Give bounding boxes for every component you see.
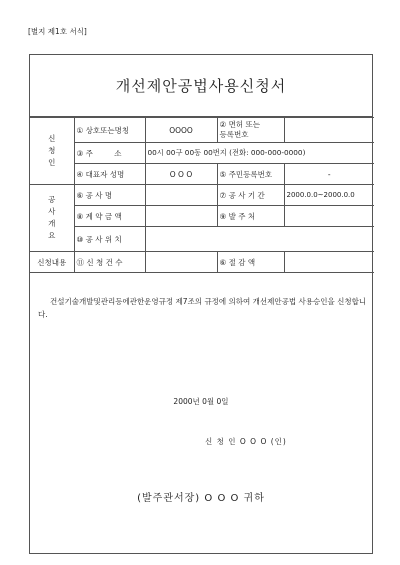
field-value: O O O	[145, 164, 217, 185]
field-label: ⑧ 계 약 금 액	[74, 206, 145, 227]
application-date: 2000년 0월 0일	[173, 397, 229, 406]
field-label: ⑥ 절 감 액	[217, 252, 284, 273]
field-label: ③ 주 소	[74, 143, 145, 164]
applicant-signature-line: 신 청 인 O O O (인)	[205, 437, 287, 446]
field-value	[284, 118, 374, 143]
table-row	[30, 227, 374, 252]
addressee-line: (발주관서장) O O O 귀하	[137, 493, 265, 504]
table-row	[30, 164, 374, 185]
field-label: ⑦ 공 사 기 간	[217, 185, 284, 206]
field-label: ⑨ 발 주 처	[217, 206, 284, 227]
form-reference: [별지 제1호 서식]	[28, 27, 87, 36]
field-value: OOOO	[145, 118, 217, 143]
group-label-request: 신청내용	[30, 252, 74, 273]
table-row	[30, 185, 374, 206]
group-label-applicant: 신청인	[30, 118, 74, 185]
field-label: ⑥ 공 사 명	[74, 185, 145, 206]
table-row	[30, 206, 374, 227]
field-label: ⑩ 공 사 위 치	[74, 227, 145, 252]
field-value	[145, 185, 217, 206]
form-title: 개선제안공법사용신청서	[30, 55, 372, 117]
field-value: 2000.0.0~2000.0.0	[284, 185, 374, 206]
field-label: ② 면허 또는 등록번호	[217, 118, 284, 143]
request-statement: 건설기술개발및관리등에관한운영규정 제7조의 규정에 의하여 개선제안공법 사용승인을 신청합니다.	[38, 297, 367, 319]
field-label: ④ 대표자 성명	[74, 164, 145, 185]
field-value: -	[284, 164, 374, 185]
field-label: ⑤ 주민등록번호	[217, 164, 284, 185]
form-frame	[29, 54, 373, 554]
field-value	[284, 206, 374, 227]
table-row	[30, 143, 374, 164]
field-value	[284, 252, 374, 273]
table-row	[30, 252, 374, 273]
form-table	[30, 117, 374, 273]
field-value	[145, 206, 217, 227]
field-value	[145, 227, 374, 252]
group-label-project: 공사개요	[30, 185, 74, 252]
field-label: ⑪ 신 청 건 수	[74, 252, 145, 273]
field-label: ① 상호또는명칭	[74, 118, 145, 143]
table-row	[30, 118, 374, 143]
field-value	[145, 252, 217, 273]
field-value: 00시 00구 00동 00번지 (전화: 000-000-0000)	[145, 143, 374, 164]
